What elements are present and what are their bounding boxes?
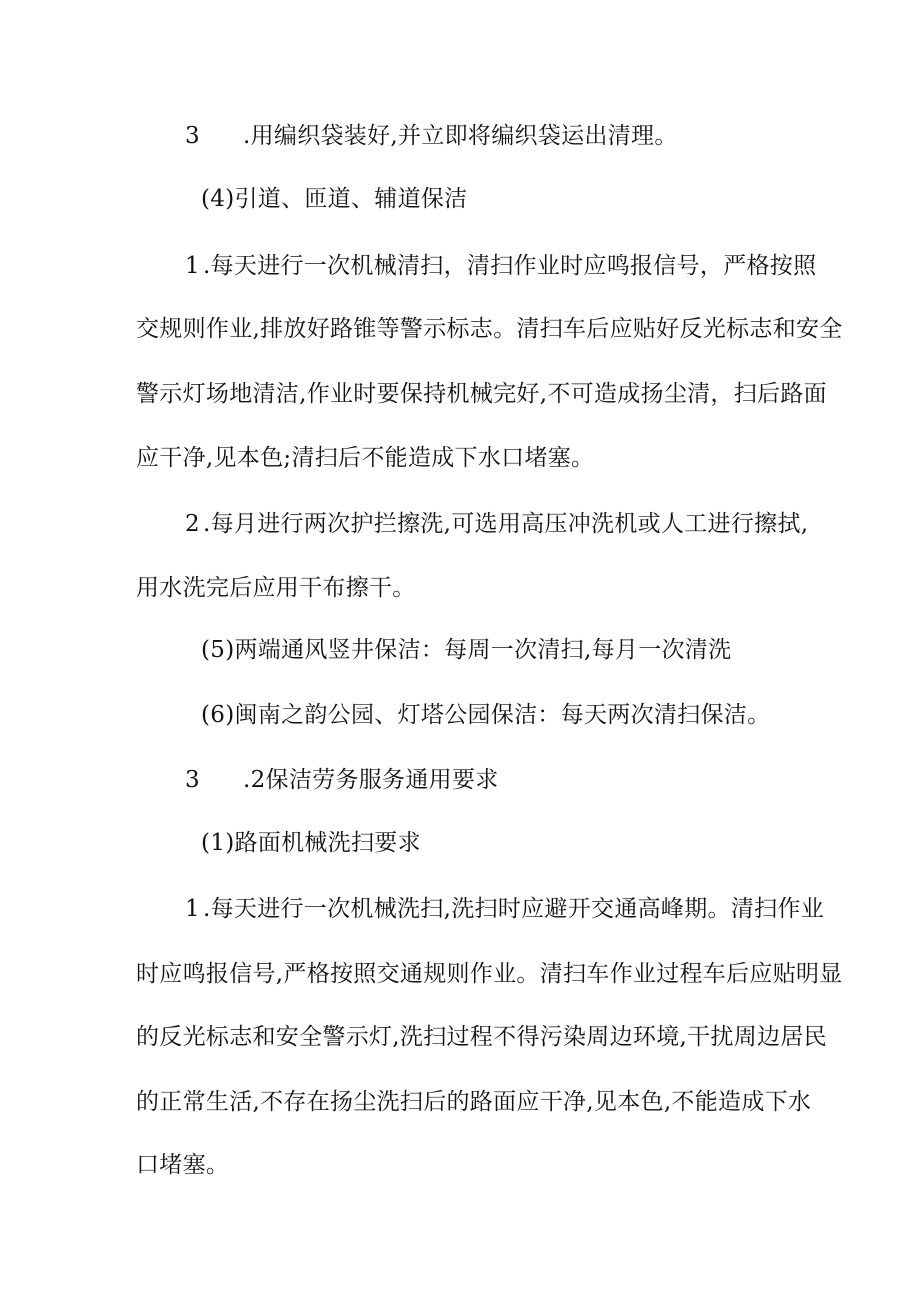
paragraph-text: 应干净,见本色;清扫后不能造成下水口堵塞。 — [136, 445, 595, 471]
paragraph-line — [136, 1150, 229, 1180]
paragraph-line — [136, 959, 843, 989]
list-number: 3 — [185, 123, 200, 149]
paragraph-text: 用水洗完后应用干布擦干。 — [136, 575, 416, 601]
heading-text: (5)两端通风竖井保洁：每周一次清扫,每月一次清洗 — [201, 637, 732, 663]
list-item-number-line — [185, 509, 808, 539]
paragraph-text: 的正常生活,不存在扬尘洗扫后的路面应干净,见本色,不能造成下水 — [136, 1089, 812, 1115]
list-item-number-line — [185, 765, 499, 795]
paragraph-text: 口堵塞。 — [136, 1152, 230, 1178]
paragraph-line — [136, 1087, 811, 1117]
paragraph-line — [136, 443, 594, 473]
section-heading — [201, 700, 770, 730]
paragraph-text: .每天进行一次机械清扫，清扫作业时应鸣报信号，严格按照 — [203, 253, 817, 279]
paragraph-line — [136, 573, 416, 603]
paragraph-text: .2保洁劳务服务通用要求 — [243, 767, 499, 793]
list-item-number-line — [185, 894, 824, 924]
paragraph-line — [136, 379, 827, 409]
paragraph-text: .用编织袋装好,并立即将编织袋运出清理。 — [243, 123, 678, 149]
list-number: 1 — [185, 253, 200, 279]
section-heading — [201, 828, 421, 858]
paragraph-text: 交规则作业,排放好路锥等警示标志。清扫车后应贴好反光标志和安全 — [136, 316, 843, 342]
heading-text: (4)引道、匝道、辅道保洁 — [201, 186, 468, 212]
section-heading — [201, 635, 731, 665]
heading-text: (1)路面机械洗扫要求 — [201, 830, 421, 856]
paragraph-line — [136, 314, 843, 344]
paragraph-line — [136, 1022, 827, 1052]
list-number: 2 — [185, 511, 200, 537]
paragraph-text: 警示灯场地清洁,作业时要保持机械完好,不可造成扬尘清，扫后路面 — [136, 381, 827, 407]
list-number: 3 — [185, 767, 200, 793]
paragraph-text: .每月进行两次护拦擦洗,可选用高压冲洗机或人工进行擦拭, — [203, 511, 809, 537]
section-heading — [201, 184, 467, 214]
paragraph-text: .每天进行一次机械洗扫,洗扫时应避开交通高峰期。清扫作业 — [203, 896, 825, 922]
list-item-number-line — [185, 121, 678, 151]
list-item-number-line — [185, 251, 816, 281]
heading-text: (6)闽南之韵公园、灯塔公园保洁：每天两次清扫保洁。 — [201, 702, 771, 728]
paragraph-text: 的反光标志和安全警示灯,洗扫过程不得污染周边环境,干扰周边居民 — [136, 1024, 827, 1050]
paragraph-text: 时应鸣报信号,严格按照交通规则作业。清扫车作业过程车后应贴明显 — [136, 961, 843, 987]
list-number: 1 — [185, 896, 200, 922]
